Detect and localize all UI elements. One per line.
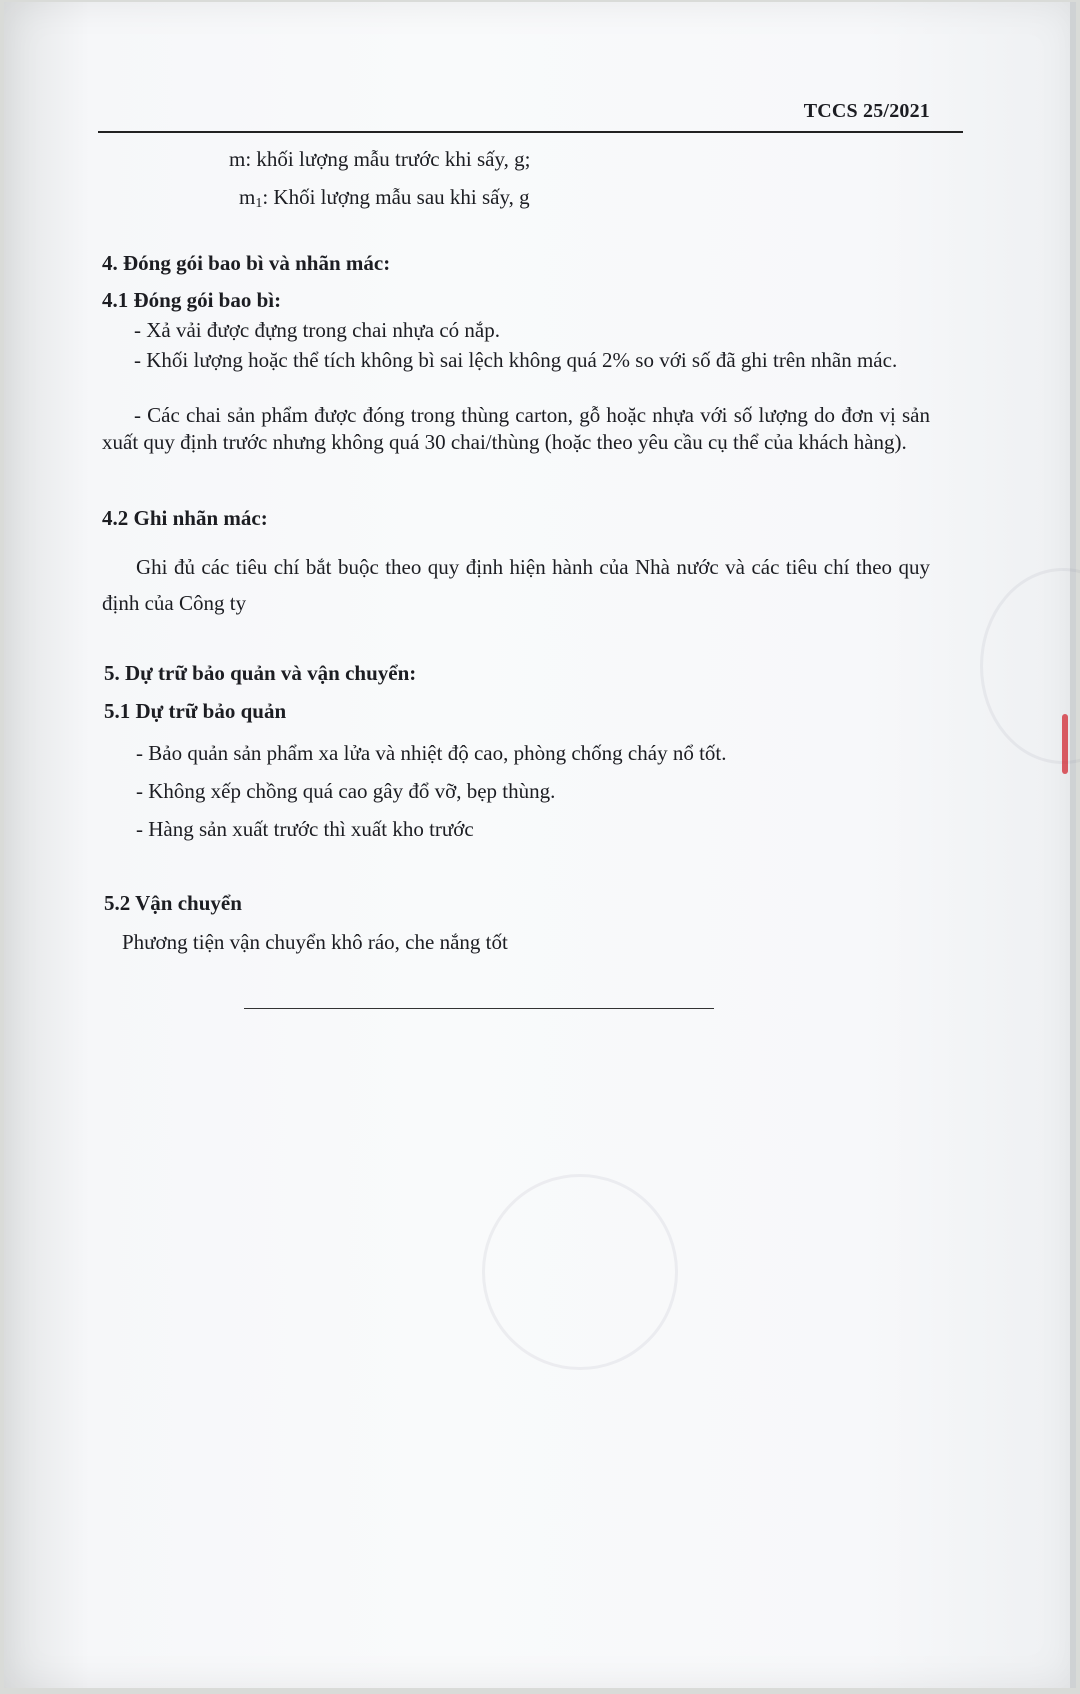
section4-heading: 4. Đóng gói bao bì và nhãn mác:	[102, 251, 391, 275]
section5-2-heading: 5.2 Vận chuyển	[104, 891, 242, 915]
legend-m1-symbol: m	[239, 185, 256, 209]
section4-1-heading: 4.1 Đóng gói bao bì:	[102, 288, 282, 312]
legend-m1	[239, 185, 530, 212]
section4-1-item-1: - Xả vải được đựng trong chai nhựa có nắp.	[134, 318, 500, 342]
section5-1-item-2: - Không xếp chồng quá cao gây đổ vỡ, bẹp thùng.	[136, 779, 556, 803]
end-rule	[244, 1008, 714, 1009]
section5-1-item-3: - Hàng sản xuất trước thì xuất kho trước	[136, 817, 474, 841]
legend-m: m: khối lượng mẫu trước khi sấy, g;	[229, 147, 531, 171]
section5-1-heading: 5.1 Dự trữ bảo quản	[104, 699, 287, 723]
section4-1-item-2: - Khối lượng hoặc thể tích không bì sai lệch không quá 2% so với số đã ghi trên nhãn mác.	[134, 348, 898, 372]
ghost-stamp-bottom	[482, 1174, 678, 1370]
document-code: TCCS 25/2021	[803, 100, 930, 122]
section5-heading: 5. Dự trữ bảo quản và vận chuyển:	[104, 661, 417, 685]
legend-m1-text: : Khối lượng mẫu sau khi sấy, g	[262, 185, 530, 209]
section5-2-text: Phương tiện vận chuyển khô ráo, che nắng tốt	[122, 930, 508, 954]
document-page	[4, 2, 1076, 1688]
header-rule	[98, 131, 963, 133]
page-edge	[1070, 2, 1076, 1688]
section4-2-text: Ghi đủ các tiêu chí bắt buộc theo quy định hiện hành của Nhà nước và các tiêu chí theo quy định của Công ty	[102, 555, 930, 615]
section5-1-item-1: - Bảo quản sản phẩm xa lửa và nhiệt độ cao, phòng chống cháy nổ tốt.	[136, 741, 727, 765]
section4-1-item-3: - Các chai sản phẩm được đóng trong thùng carton, gỗ hoặc nhựa với số lượng do đơn vị sản xuất quy định trước nhưng không quá 30 chai/thùng (hoặc theo yêu cầu cụ thể của khách hàng).	[102, 403, 930, 454]
legend-m1-subscript: 1	[255, 196, 263, 211]
section4-2-heading: 4.2 Ghi nhãn mác:	[102, 506, 268, 530]
red-ink-mark	[1062, 714, 1068, 774]
